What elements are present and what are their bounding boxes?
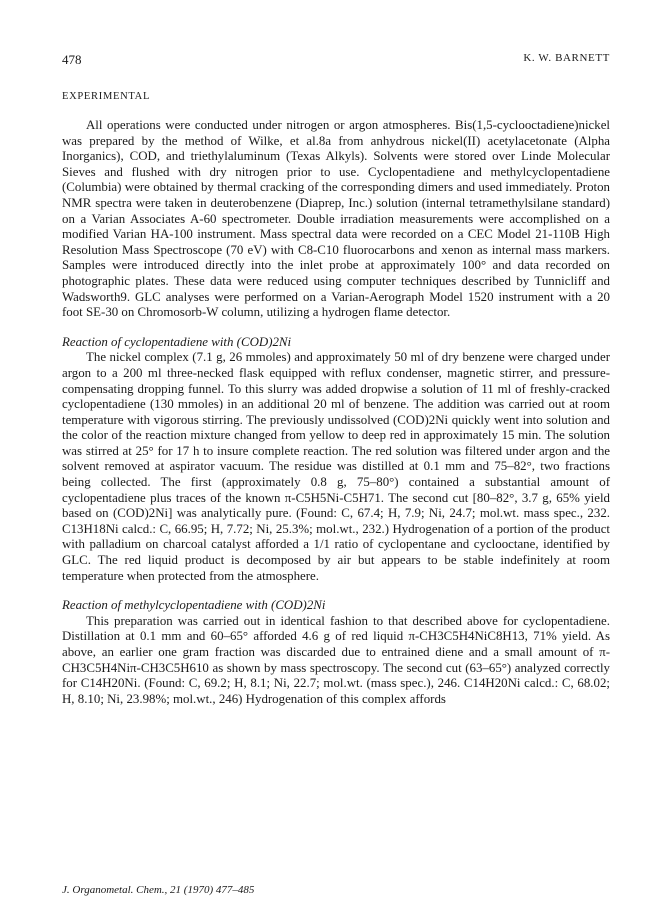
section-title: EXPERIMENTAL: [62, 91, 151, 102]
journal-citation-footer: J. Organometal. Chem., 21 (1970) 477–485: [62, 884, 255, 896]
page-header: [62, 52, 610, 70]
running-head: K. W. BARNETT: [523, 52, 610, 64]
page-number: 478: [62, 52, 82, 67]
subheading-cyclopentadiene: Reaction of cyclopentadiene with (COD)2Ni: [62, 334, 292, 349]
paragraph-methylcyclopentadiene-reaction: This preparation was carried out in identical fashion to that described above for cyclopentadiene. Distillation at 0.1 mm and 60–65° afforded 4.6 g of red liquid π-CH3C5H4NiC8H13, 71% yield. As above, an earlier one gram fraction was discarded due to entrained diene and a small amount of π-CH3C5H4Niπ-CH3C5H610 as shown by mass spectroscopy. The second cut (63–65°) analyzed correctly for C14H20Ni. (Found: C, 69.2; H, 8.1; Ni, 22.7; mol.wt. (mass spec.), 246. C14H20Ni calcd.: C, 68.02; H, 8.10; Ni, 23.98%; mol.wt., 246) Hydrogenation of this complex affords: [62, 613, 610, 706]
article-body: [62, 90, 610, 707]
subheading-methylcyclopentadiene: Reaction of methylcyclopentadiene with (COD)2Ni: [62, 598, 326, 613]
paragraph-general-procedures: All operations were conducted under nitrogen or argon atmospheres. Bis(1,5-cyclooctadiene)nickel was prepared by the method of Wilke, et al.8a from anhydrous nickel(II) acetylacetonate (Alpha Inorganics), COD, and triethylaluminum (Texas Alkyls). Solvents were stored over Linde Molecular Sieves and flushed with dry nitrogen prior to use. Cyclopentadiene and methylcyclopentadiene (Columbia) were obtained by thermal cracking of the corresponding dimers and used immediately. Proton NMR spectra were taken in deuterobenzene (Diaprep, Inc.) solution (internal tetramethylsilane standard) on a Varian Associates A-60 spectrometer. Double irradiation measurements were accomplished on a modified Varian HA-100 instrument. Mass spectral data were recorded on a CEC Model 21-110B High Resolution Mass Spectroscope (70 eV) with C8-C10 fluorocarbons and xenon as internal mass markers. Samples were introduced directly into the inlet probe at approximately 100° and data recorded on photographic plates. These data were reduced using computer techniques described by Tunnicliff and Wadsworth9. GLC analyses were performed on a Varian-Aerograph Model 1520 instrument with a 20 foot SE-30 on Chromosorb-W column, utilizing a hydrogen flame detector.: [62, 118, 610, 320]
paragraph-cyclopentadiene-reaction: The nickel complex (7.1 g, 26 mmoles) and approximately 50 ml of dry benzene were charged under argon to a 200 ml three-necked flask equipped with reflux condenser, magnetic stirrer, and pressure-compensating dropping funnel. To this slurry was added dropwise a solution of 11 ml of freshly-cracked cyclopentadiene (130 mmoles) in an additional 20 ml of benzene. The addition was carried out at room temperature with vigorous stirring. The previously undissolved (COD)2Ni quickly went into solution and the color of the reaction mixture changed from yellow to deep red in approximately 15 min. The solution was stirred at 25° for 17 h to insure complete reaction. The red solution was filtered under argon and the solvent removed at aspirator vacuum. The residue was distilled at 0.1 mm and 75–82°, two fractions being collected. The first (approximately 0.8 g, 75–80°) contained a substantial amount of cyclopentadiene plus traces of the known π-C5H5Ni-C5H71. The second cut [80–82°, 3.7 g, 65% yield based on (COD)2Ni] was analytically pure. (Found: C, 67.4; H, 7.9; Ni, 24.7; mol.wt. mass spec., 232. C13H18Ni calcd.: C, 66.95; H, 7.72; Ni, 25.3%; mol.wt., 232.) Hydrogenation of a portion of the product with palladium on charcoal catalyst afforded a 1/1 ratio of cyclopentane and cyclooctane, identified by GLC. The red liquid product is decomposed by air but appears to be stable indefinitely at room temperature when protected from the atmosphere.: [62, 350, 610, 583]
